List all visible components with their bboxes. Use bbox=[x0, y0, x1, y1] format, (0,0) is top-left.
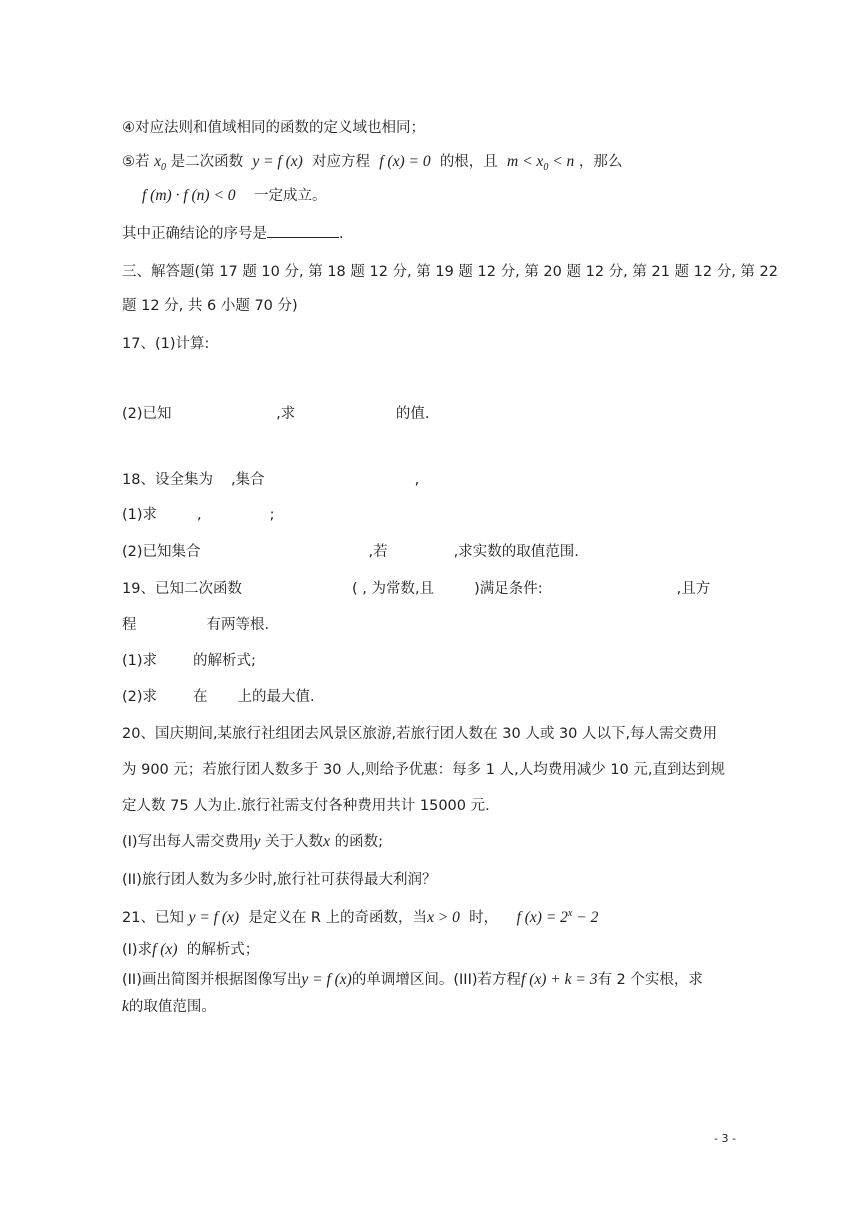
q18-part1: (1)求 , ; bbox=[122, 507, 275, 523]
answer-blank bbox=[267, 225, 339, 238]
q19-part1: (1)求 的解析式; bbox=[122, 653, 256, 669]
q21-part1: (I)求f (x) 的解析式； bbox=[122, 941, 260, 958]
q19-stem: 19、已知二次函数 ( , 为常数,且 )满足条件: ,且方 bbox=[122, 581, 711, 597]
q19-part2: (2)求 在 上的最大值. bbox=[122, 689, 315, 705]
q21-part3-cont: k的取值范围。 bbox=[122, 998, 216, 1015]
q21-stem: 21、已知 y = f (x) 是定义在 R 上的奇函数，当x > 0 时， f $(x) = 2^x - 2$ bbox=[122, 907, 599, 926]
q20-line3: 定人数 75 人为止.旅行社需支付各种费用共计 15000 元. bbox=[122, 798, 490, 814]
page-number: - 3 - bbox=[714, 1132, 736, 1145]
q17-part2: (2)已知 ,求 的值. bbox=[122, 406, 430, 422]
section-3-header-cont: 题 12 分, 共 6 小题 70 分) bbox=[122, 298, 298, 314]
q18-stem: 18、设全集为 ,集合 , bbox=[122, 472, 420, 488]
statement-5: ⑤若 $x_0$ 是二次函数 y = f (x) 对应方程 f (x) = 0 的根，且 $m < x_0 < n$ ，那么 bbox=[122, 153, 623, 174]
q20-part2: (II)旅行团人数为多少时,旅行社可获得最大利润？ bbox=[122, 872, 437, 888]
q17-part1: 17、(1)计算: bbox=[122, 336, 210, 352]
q19-stem-cont: 程 有两等根. bbox=[122, 617, 270, 633]
statement-4: ④对应法则和值域相同的函数的定义域也相同； bbox=[122, 120, 425, 136]
q20-part1: (I)写出每人需交费用y 关于人数x 的函数; bbox=[122, 833, 383, 850]
q20-line1: 20、国庆期间,某旅行社组团去风景区旅游,若旅行团人数在 30 人或 30 人以下,每人需交费用 bbox=[122, 726, 718, 742]
answer-prompt: 其中正确结论的序号是 . bbox=[122, 226, 344, 242]
q18-part2: (2)已知集合 ,若 ,求实数的取值范围. bbox=[122, 544, 579, 560]
statement-5-cont: f (m) · f (n) < 0 一定成立。 bbox=[142, 187, 327, 204]
q21-part2-3: (II)画出简图并根据图像写出y = f (x)的单调增区间。(III)若方程f (x) + k = 3有 2 个实根，求 bbox=[122, 971, 703, 988]
q20-line2: 为 900 元；若旅行团人数多于 30 人,则给予优惠：每多 1 人,人均费用减少 10 元,直到达到规 bbox=[122, 762, 726, 778]
section-3-header: 三、解答题(第 17 题 10 分, 第 18 题 12 分, 第 19 题 12 分, 第 20 题 12 分, 第 21 题 12 分, 第 22 bbox=[122, 264, 778, 280]
